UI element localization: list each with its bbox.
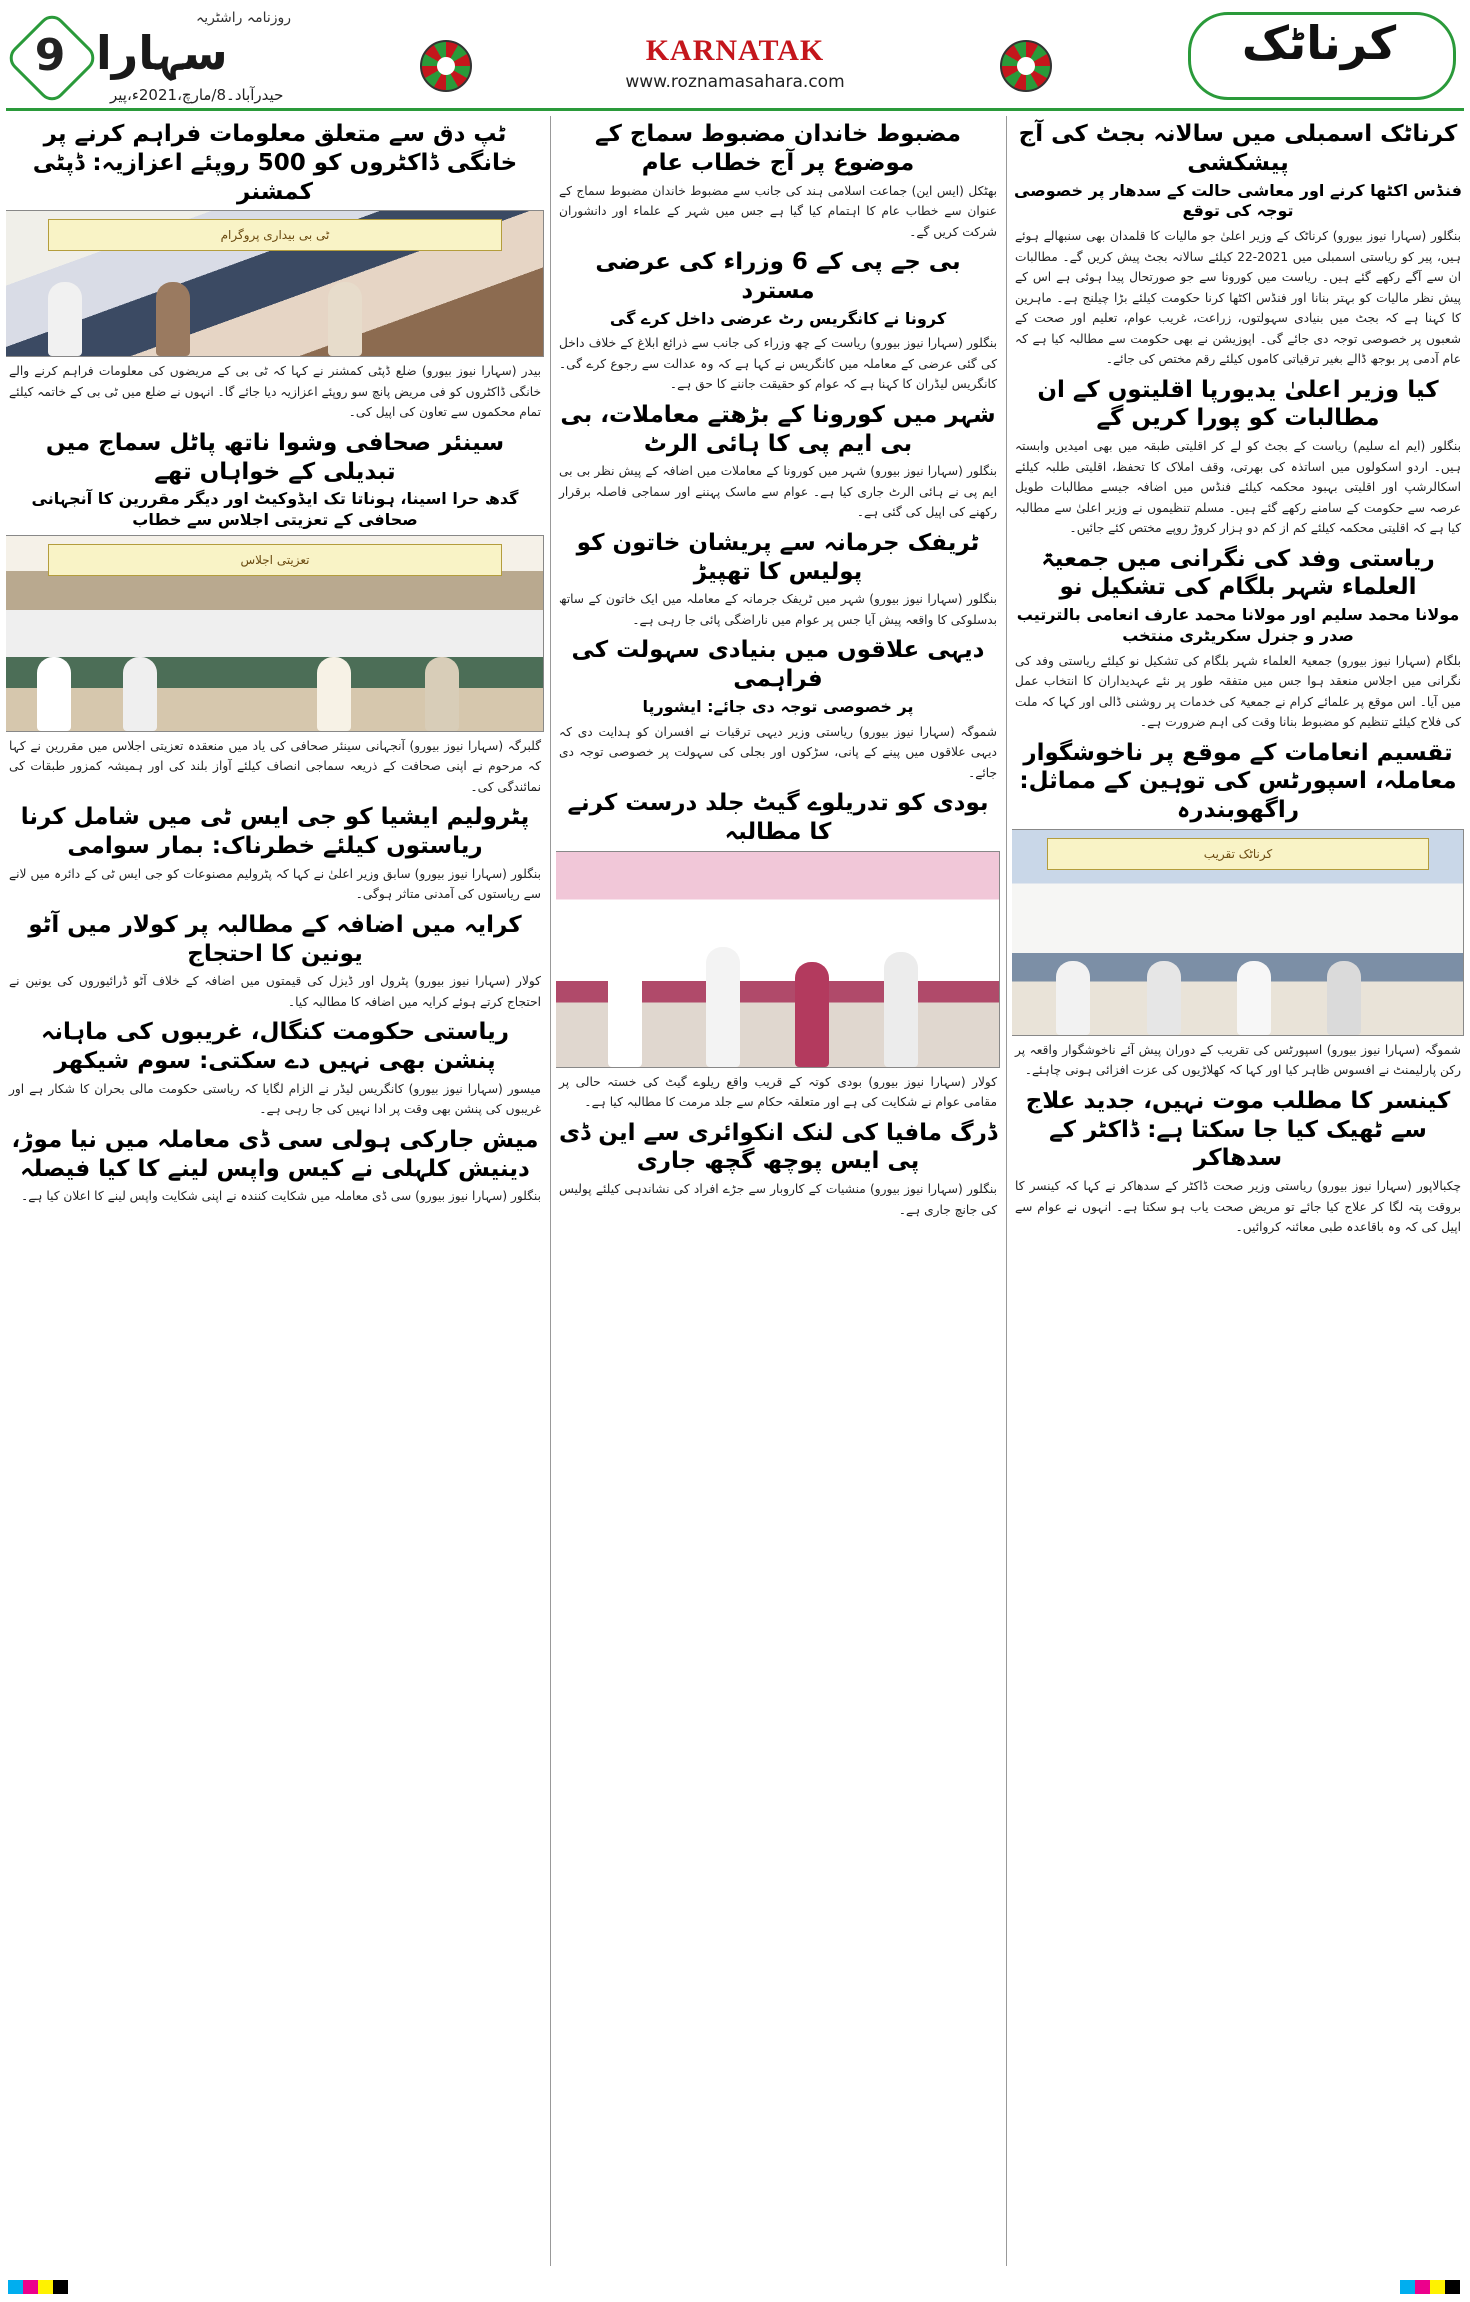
- photo-condolence-meeting: [6, 535, 544, 732]
- story-body: شموگہ (سہارا نیوز بیورو) اسپورٹس کی تقریب کے دوران پیش آئے ناخوشگوار واقعہ پر رکن پارلیمنٹ نے افسوس ظاہر کیا اور کہا کہ کھلاڑیوں کی عزت افزائی ہونی چاہئے۔: [1015, 1042, 1461, 1078]
- story-body: بنگلور (سہارا نیوز بیورو) ریاست کے چھ وزراء کی جانب سے ذرائع ابلاغ کے خلاف داخل کی گئی عرضی کے معاملہ میں کانگریس نے کہا ہے کہ وہ عدالت سے رجوع کرے گی۔ کانگریس لیڈران کا کہنا ہے کہ عوام کو حقیقت جاننے کا حق ہے۔: [559, 336, 997, 392]
- masthead: [0, 0, 1470, 108]
- emblem-left-icon: [420, 40, 472, 92]
- headline: میش جارکی ہولی سی ڈی معاملہ میں نیا موڑ، دینیش کلہلی نے کیس واپس لینے کا کیا فیصلہ: [11, 1126, 539, 1182]
- story-journalist: [6, 429, 544, 798]
- story-body: کولار (سہارا نیوز بیورو) بودی کوتہ کے قریب واقع ریلوے گیٹ کی خستہ حالی پر مقامی عوام نے شکایت کی ہے اور متعلقہ حکام سے جلد مرمت کا مطالبہ کیا ہے۔: [559, 1074, 997, 1110]
- color-registration-bar: [1400, 2280, 1460, 2294]
- photo-figure: [884, 952, 918, 1067]
- subheadline: فنڈس اکٹھا کرنے اور معاشی حالت کے سدھار پر خصوصی توجہ کی توقع: [1014, 180, 1462, 221]
- story-railway-gate: [556, 789, 1000, 1113]
- story-body: بھٹکل (ایس این) جماعت اسلامی ہند کی جانب سے مضبوط خاندان مضبوط سماج کے عنوان سے خطاب عام کا اہتمام کیا گیا ہے جس میں شہر کے علماء اور دانشوران شرکت کریں گے۔: [559, 183, 997, 239]
- photo-figure: [425, 657, 459, 731]
- story-gst: [6, 803, 544, 905]
- website-url[interactable]: www.roznamasahara.com: [625, 72, 845, 92]
- story-body: چکبالاپور (سہارا نیوز بیورو) ریاستی وزیر صحت ڈاکٹر کے سدھاکر نے کہا کہ کینسر کا بروقت پتہ لگا کر علاج کیا جائے تو مریض صحت یاب ہو سکتا ہے۔ انہوں نے عوام سے اپیل کی کہ وہ باقاعدہ طبی معائنہ کروائیں۔: [1015, 1179, 1461, 1235]
- story-body: بنگلور (سہارا نیوز بیورو) سی ڈی معاملہ میں شکایت کنندہ نے اپنی شکایت واپس لینے کا اعلان کیا ہے۔: [21, 1189, 541, 1204]
- headline: مضبوط خاندان مضبوط سماج کے موضوع پر آج خطاب عام: [595, 121, 961, 176]
- headline: بی جے پی کے 6 وزراء کی عرضی مسترد: [595, 249, 961, 304]
- column-left: [6, 116, 544, 2266]
- subheadline: گدھ حرا اسینا، ہوناتا تک ایڈوکیٹ اور دیگر مقررین کا آنجہانی صحافی کے تعزیتی اجلاس سے خطاب: [31, 489, 519, 530]
- photo-figure: [1237, 961, 1271, 1035]
- story-body: بنگلور (سہارا نیوز بیورو) سابق وزیر اعلیٰ نے کہا کہ پٹرولیم مصنوعات کو جی ایس ٹی کے دائرہ میں لانے سے ریاستوں کی آمدنی متاثر ہوگی۔: [9, 866, 541, 902]
- photo-figure: [48, 282, 82, 356]
- story-budget: [1012, 120, 1464, 370]
- headline: کینسر کا مطلب موت نہیں، جدید علاج سے ٹھیک کیا جا سکتا ہے: ڈاکٹر کے سدھاکر: [1025, 1087, 1451, 1172]
- photo-figure: [1147, 961, 1181, 1035]
- region-title: کرناٹک: [1241, 16, 1397, 70]
- headline: ریاستی حکومت کنگال، غریبوں کی ماہانہ پنشن بھی نہیں دے سکتی: سوم شیکھر: [40, 1019, 510, 1075]
- photo-figure: [156, 282, 190, 356]
- headline: ٹریفک جرمانہ سے پریشان خاتون کو پولیس کا تھپیڑ: [576, 529, 980, 585]
- headline: ڈرگ مافیا کی لنک انکوائری سے این ڈی پی ایس پوچھ گچھ جاری: [558, 1119, 998, 1175]
- story-body: گلبرگہ (سہارا نیوز بیورو) آنجہانی سینئر صحافی کی یاد میں منعقدہ تعزیتی اجلاس میں مقررین نے کہا کہ مرحوم نے اپنی صحافت کے ذریعہ سماجی انصاف کیلئے آواز بلند کی اور ہمیشہ کمزور طبقات کی نمائندگی کی۔: [9, 738, 541, 794]
- story-sports: [1012, 739, 1464, 1081]
- story-body: میسور (سہارا نیوز بیورو) کانگریس لیڈر نے الزام لگایا کہ ریاستی حکومت مالی بحران کا شکار ہے اور غریبوں کی پنشن بھی وقت پر ادا نہیں کی جا رہی ہے۔: [9, 1081, 541, 1117]
- headline: سینئر صحافی وشوا ناتھ پاٹل سماج میں تبدیلی کے خواہاں تھے: [45, 429, 505, 485]
- story-body: بنگلور (سہارا نیوز بیورو) شہر میں کورونا کے معاملات میں اضافہ کے پیش نظر بی بی ایم پی نے ہائی الرٹ جاری کیا ہے۔ عوام سے ماسک پہننے اور سماجی فاصلہ برقرار رکھنے کی اپیل کی گئی ہے۔: [559, 464, 997, 520]
- headline: دیہی علاقوں میں بنیادی سہولت کی فراہمی: [571, 637, 985, 693]
- column-divider: [1006, 116, 1007, 2266]
- story-body: بنگلور (سہارا نیوز بیورو) منشیات کے کاروبار سے جڑے افراد کی نشاندہی کیلئے پولیس کی جانچ جاری ہے۔: [559, 1182, 997, 1217]
- photo-figure: [706, 947, 740, 1067]
- story-traffic: [556, 529, 1000, 631]
- headline: ٹپ دق سے متعلق معلومات فراہم کرنے پر خانگی ڈاکٹروں کو 500 روپئے اعزازیہ: ڈپٹی کمشنر: [32, 121, 518, 205]
- headline: شہر میں کورونا کے بڑھتے معاملات، بی بی ایم پی کا ہائی الرٹ: [560, 401, 996, 457]
- headline: کرایہ میں اضافہ کے مطالبہ پر کولار میں آٹو یونین کا احتجاج: [28, 911, 522, 967]
- headline: ریاستی وفد کی نگرانی میں جمعیۃ العلماء شہر بلگام کی تشکیل نو: [1041, 545, 1435, 601]
- subheadline: مولانا محمد سلیم اور مولانا محمد عارف انعامی بالترتیب صدر و جنرل سکریٹری منتخب: [1016, 605, 1460, 645]
- subheadline: کرونا نے کانگریس رٹ عرضی داخل کرے گی: [609, 308, 947, 328]
- story-auto-union: [6, 911, 544, 1013]
- story-bjp-ministers: [556, 248, 1000, 395]
- story-cancer: [1012, 1087, 1464, 1238]
- story-body: شموگہ (سہارا نیوز بیورو) ریاستی وزیر دیہی ترقیات نے افسران کو ہدایت دی کہ دیہی علاقوں میں پینے کے پانی، سڑکوں اور بجلی کی سہولت پر خصوصی توجہ دی جائے۔: [559, 724, 997, 780]
- photo-figure: [1327, 961, 1361, 1035]
- headline: کرناٹک اسمبلی میں سالانہ بجٹ کی آج پیشکشی: [1018, 121, 1458, 176]
- story-drugs: [556, 1119, 1000, 1221]
- emblem-right-icon: [1000, 40, 1052, 92]
- headline: تقسیم انعامات کے موقع پر ناخوشگوار معاملہ، اسپورٹس کی توہین کے مماثل: راگھوبندرہ: [1019, 739, 1457, 824]
- subheadline: پر خصوصی توجہ دی جائے: ایشورپا: [642, 696, 914, 716]
- story-body: بنگلور (سہارا نیوز بیورو) کرناٹک کے وزیر اعلیٰ جو مالیات کا قلمدان بھی سنبھالے ہوئے ہیں، پیر کو ریاستی اسمبلی میں 2021-22 کیلئے سالانہ بجٹ پیش کریں گے۔ مطالبات ان سے آگے رکھے گئے ہیں۔ ریاست میں کورونا سے جو صورتحال پیدا ہوئی ہے اس کے پیش نظر مالیات کو بہتر بنانا اور فنڈس اکٹھا کرنا حکومت کیلئے بڑا چیلنج ہے۔ ماہرین کا کہنا ہے کہ بجٹ میں بنیادی سہولتوں، زراعت، غریب عوام، تعلیم اور صحت کے شعبوں پر خصوصی توجہ دی جائے گی۔ اپوزیشن نے بھی حکومت سے مطالبہ کیا ہے کہ عام آدمی پر بوجھ ڈالے بغیر ترقیاتی کاموں کیلئے رقم مختص کی جائے۔: [1015, 229, 1461, 367]
- color-registration-bar: [8, 2280, 68, 2294]
- story-body: بنگلور (سہارا نیوز بیورو) شہر میں ٹریفک جرمانہ کے معاملہ میں ایک خاتون کے ساتھ بدسلوکی کا واقعہ پیش آیا جس پر عوام میں ناراضگی پائی جا رہی ہے۔: [559, 592, 997, 627]
- story-minorities: [1012, 376, 1464, 539]
- print-footer: [0, 2272, 1470, 2302]
- paper-subtitle: روزنامہ راشٹریہ: [196, 10, 292, 26]
- photo-seminar: [6, 210, 544, 357]
- story-cd-case: [6, 1126, 544, 1207]
- headline: پٹرولیم ایشیا کو جی ایس ٹی میں شامل کرنا ریاستوں کیلئے خطرناک: بمار سوامی: [20, 804, 530, 860]
- photo-figure: [37, 657, 71, 731]
- section-label: KARNATAK: [645, 34, 825, 67]
- photo-figure: [1056, 961, 1090, 1035]
- photo-banner: ٹی بی بیداری پروگرام: [48, 219, 502, 251]
- story-body: بلگام (سہارا نیوز بیورو) جمعیۃ العلماء شہر بلگام کی تشکیل نو کیلئے ریاستی وفد کی نگرانی میں اجلاس منعقد ہوا جس میں متفقہ طور پر نئے عہدیداران کا انتخاب عمل میں آیا۔ اس موقع پر علمائے کرام نے جمعیۃ کی خدمات پر روشنی ڈالی اور کہا کہ ملت کی فلاح کیلئے تنظیم کو مضبوط بنانا وقت کی اہم ضرورت ہے۔: [1015, 653, 1461, 730]
- photo-figure: [608, 957, 642, 1067]
- story-rural: [556, 636, 1000, 783]
- column-middle: [556, 116, 1000, 2266]
- photo-figure: [328, 282, 362, 356]
- story-body: کولار (سہارا نیوز بیورو) پٹرول اور ڈیزل کی قیمتوں میں اضافہ کے خلاف آٹو ڈرائیوروں کی یونین نے احتجاج کرتے ہوئے کرایہ میں اضافہ کا مطالبہ کیا۔: [9, 974, 541, 1009]
- column-divider: [550, 116, 551, 2266]
- photo-banner: کرناٹک تقریب: [1047, 838, 1429, 870]
- headline: کیا وزیر اعلیٰ یدیورپا اقلیتوں کے ان مطالبات کو پورا کریں گے: [1037, 376, 1439, 432]
- photo-ribbon-cutting: [556, 851, 1000, 1068]
- story-family: [556, 120, 1000, 242]
- story-body: بنگلور (ایم اے سلیم) ریاست کے بجٹ کو لے کر اقلیتی طبقہ میں بھی امیدیں وابستہ ہیں۔ اردو اسکولوں میں اساتذہ کی بھرتی، وقف املاک کا تحفظ، اقلیتی طلبہ کیلئے اسکالرشپ اور اقلیتی بہبود محکمہ کیلئے فنڈس میں اضافہ جیسے مطالبات طویل عرصہ سے حکومت کے سامنے رکھے گئے ہیں۔ مسلم تنظیموں نے وزیر اعلیٰ سے مطالبہ کیا ہے کہ اقلیتی محکمہ کیلئے کم از کم دو ہزار کروڑ روپے مختص کئے جائیں۔: [1015, 439, 1461, 536]
- story-tb-doctors: [6, 120, 544, 423]
- page-number: 9: [34, 30, 66, 81]
- headline: بودی کو تدریلوے گیٹ جلد درست کرنے کا مطالبہ: [567, 790, 989, 845]
- photo-figure: [317, 657, 351, 731]
- column-right: [1012, 116, 1464, 2266]
- photo-figure: [123, 657, 157, 731]
- story-body: بیدر (سہارا نیوز بیورو) ضلع ڈپٹی کمشنر نے کہا کہ ٹی بی کے مریضوں کی معلومات فراہم کرنے والے خانگی ڈاکٹروں کو فی مریض پانچ سو روپئے اعزازیہ دیا جائے گا۔ انہوں نے ضلع میں ٹی بی کے خاتمہ کیلئے تمام محکموں سے تعاون کی اپیل کی۔: [9, 364, 541, 420]
- story-covid-alert: [556, 401, 1000, 523]
- issue-dateline: حیدرآباد۔8/مارچ،2021ء،پیر: [110, 86, 284, 104]
- masthead-rule: [6, 108, 1464, 111]
- story-jamiat: [1012, 545, 1464, 733]
- story-pension: [6, 1018, 544, 1120]
- photo-banner: تعزیتی اجلاس: [48, 544, 502, 576]
- photo-dignitaries-stage: [1012, 829, 1464, 1036]
- photo-figure: [795, 962, 829, 1067]
- paper-logo: سہارا: [96, 26, 228, 80]
